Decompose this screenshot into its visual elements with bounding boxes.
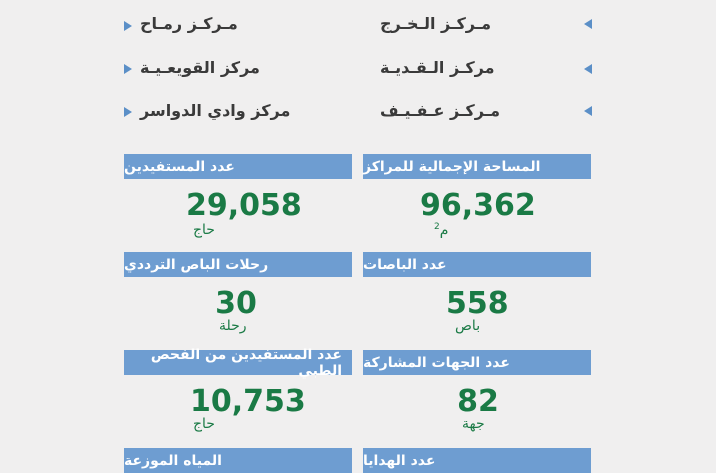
water-label: المياه الموزعة [124, 448, 352, 473]
center-item-qwayiyah: مركز القويعـيـة [140, 57, 260, 77]
beneficiaries-value: 29,058 [186, 188, 302, 223]
gifts-label: عدد الهدايا [363, 448, 591, 473]
bullet-icon [584, 106, 592, 116]
buses-value: 558 [446, 286, 509, 321]
bullet-icon [124, 21, 132, 31]
entities-value: 82 [457, 384, 499, 419]
medical-unit: حاج [193, 416, 215, 432]
medical-value: 10,753 [190, 384, 306, 419]
center-item-wadi-dawasir: مركز وادي الدواسر [140, 100, 291, 120]
bullet-icon [124, 64, 132, 74]
beneficiaries-label: عدد المستفيدين [124, 154, 352, 179]
area-label: المساحة الإجمالية للمراكز [363, 154, 591, 179]
shuttle-value: 30 [215, 286, 257, 321]
bullet-icon [584, 64, 592, 74]
entities-label: عدد الجهات المشاركة [363, 350, 591, 375]
center-item-rumah: مـركـز رمـاح [140, 13, 238, 33]
center-item-quwaiyah: مركـز الـقـديـة [380, 57, 495, 77]
bullet-icon [584, 19, 592, 29]
medical-label: عدد المستفيدين من الفحص الطبي [124, 350, 352, 375]
area-value: 96,362 [420, 188, 536, 223]
buses-label: عدد الباصات [363, 252, 591, 277]
entities-unit: جهة [462, 416, 485, 432]
buses-unit: باص [455, 318, 481, 334]
area-unit: م$^2$ [434, 222, 449, 239]
center-item-afif: مـركـز عـفـيـف [380, 100, 501, 120]
center-item-kharj: مـركـز الـخـرج [380, 13, 492, 33]
beneficiaries-unit: حاج [193, 222, 215, 238]
bullet-icon [124, 107, 132, 117]
shuttle-label: رحلات الباص الترددي [124, 252, 352, 277]
shuttle-unit: رحلة [219, 318, 247, 334]
